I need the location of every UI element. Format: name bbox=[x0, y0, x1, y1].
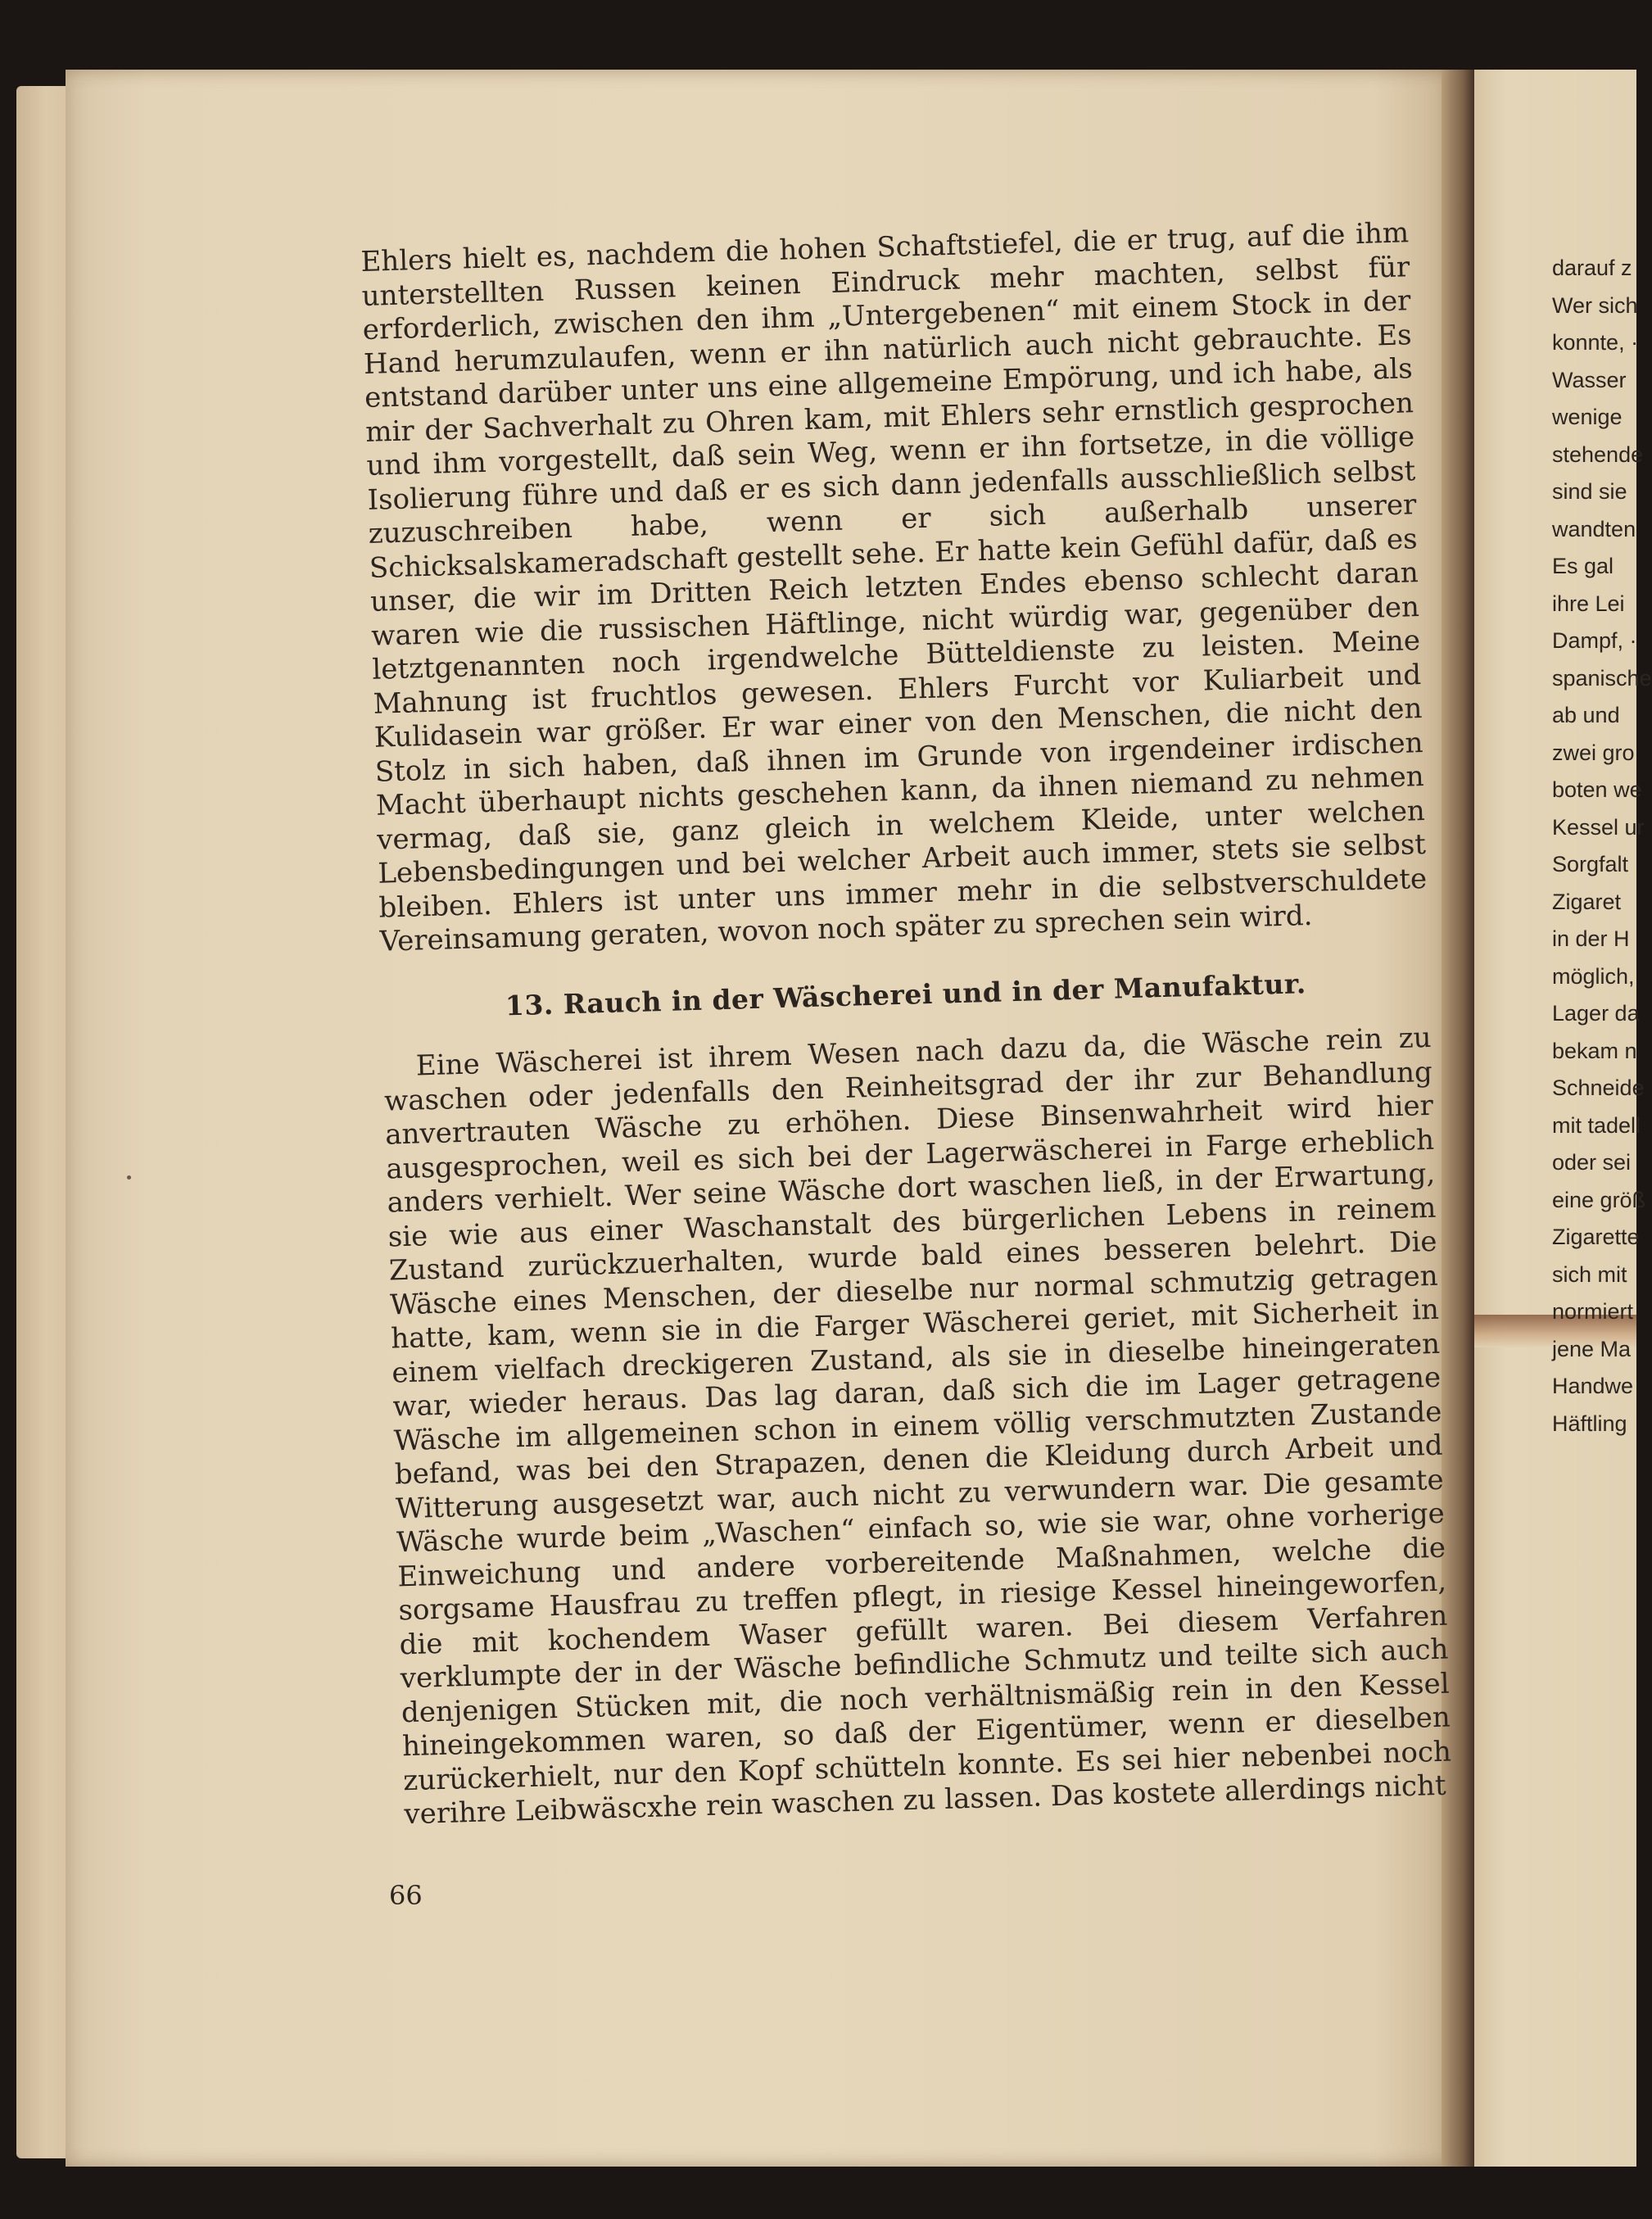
right-page-line: Wasser bbox=[1552, 367, 1627, 392]
right-page-line: sind sie bbox=[1552, 479, 1627, 504]
right-page-line: boten we bbox=[1552, 777, 1642, 802]
right-page-line: ihre Lei bbox=[1552, 591, 1625, 616]
right-page-line: sich mit bbox=[1552, 1261, 1627, 1287]
right-page-line: spanische bbox=[1552, 665, 1652, 691]
right-page-line: möglich, bbox=[1552, 963, 1635, 989]
right-page-line: oder sei bbox=[1552, 1150, 1632, 1175]
right-page-line: bekam n bbox=[1552, 1038, 1637, 1063]
right-page-line: Zigarette bbox=[1552, 1225, 1640, 1249]
right-page-line: jene Ma bbox=[1552, 1336, 1632, 1361]
right-page-line: wandten bbox=[1552, 516, 1636, 541]
right-page-line: normiert bbox=[1552, 1299, 1634, 1324]
right-page-text bbox=[1552, 250, 1652, 1442]
right-page-line: mit tadell bbox=[1552, 1112, 1641, 1138]
right-page-line: Kessel ur bbox=[1552, 814, 1645, 840]
right-page-line: zwei gro bbox=[1552, 740, 1635, 765]
right-page-line: Es gal bbox=[1552, 554, 1614, 578]
right-page-line: Lager da bbox=[1552, 1001, 1640, 1026]
right-page-line: in der H bbox=[1552, 926, 1630, 951]
section-heading: 13. Rauch in der Wäscherei und in der Manufaktur. bbox=[505, 967, 1307, 1021]
page-speck bbox=[127, 1175, 131, 1180]
paragraph-waescherei: Eine Wäscherei ist ihrem Wesen nach dazu da, die Wäsche rein zu waschen oder jedenfalls den Reinheitsgrad der ihr zur Behandlung anvertrauten Wäsche zu erhöhen. Diese Binsenwahrheit wird hier ausgesprochen, weil es sich bei der Lagerwäscherei in Farge erheblich anders verhielt. Wer seine Wäsche dort waschen ließ, in der Erwartung, sie wie aus einer Waschanstalt des bürgerlichen Lebens in reinem Zustand zurückzuerhalten, wurde bald eines besseren belehrt. Die Wäsche eines Menschen, der dieselbe nur normal schmutzig getragen hatte, kam, wenn sie in die Farger Wäscherei geriet, mit Sicherheit in einem vielfach dreckigeren Zustand, als sie in dieselbe hineingeraten war, wieder heraus. Das lag daran, daß sich die im Lager getragene Wäsche im allgemeinen schon in einem völlig verschmutzten Zustande befand, was bei den Strapazen, denen die Kleidung durch Arbeit und Witterung ausgesetzt war, auch nicht zu verwundern war. Die gesamte Wäsche wurde beim „Waschen“ einfach so, wie sie war, ohne vorherige Einweichung und andere vorbereitende Maßnahmen, welche die sorgsame Hausfrau zu treffen pflegt, in riesige Kessel hineingeworfen, die mit kochendem Waser gefüllt waren. Bei diesem Verfahren verklumpte der in der Wäsche befindliche Schmutz und teilte sich auch denjenigen Stücken mit, die noch verhältnismäßig rein in den Kessel hineingekommen waren, so daß der Eigentümer, wenn er dieselben zurückerhielt, nur den Kopf schütteln konnte. Es sei hier nebenbei noch verihre Leibwäscxhe rein waschen zu lassen. Das kostete allerdings nicht bbox=[383, 1021, 1452, 1832]
right-page-line: konnte, · bbox=[1552, 330, 1639, 355]
right-page-line: ab und bbox=[1552, 703, 1620, 727]
right-page-line: Schneide bbox=[1552, 1076, 1645, 1100]
right-page-line: eine größ bbox=[1552, 1187, 1646, 1212]
paragraph-ehlers: Ehlers hielt es, nachdem die hohen Schaftstiefel, die er trug, auf die ihm unterstellten Russen keinen Eindruck mehr machten, selbst für erforderlich, zwischen den ihm „Untergebenen“ mit einem Stock in der Hand herumzulaufen, wenn er ihn natürlich auch nicht gebrauchte. Es entstand darüber unter uns eine allgemeine Empörung, und ich habe, als mir der Sachverhalt zu Ohren kam, mit Ehlers sehr ernstlich gesprochen und ihm vorgestellt, daß sein Weg, wenn er ihn fortsetze, in die völlige Isolierung führe und daß er es sich dann jedenfalls ausschließlich selbst zuzuschreiben habe, wenn er sich außerhalb unserer Schicksalskameradschaft gestellt sehe. Er hatte kein Gefühl dafür, daß es unser, die wir im Dritten Reich letzten Endes ebenso schlecht daran waren wie die russischen Häftlinge, nicht würdig war, gegenüber den letztgenannten noch irgendwelche Bütteldienste zu leisten. Meine Mahnung ist fruchtlos gewesen. Ehlers Furcht vor Kuliarbeit und Kulidasein war größer. Er war einer von den Menschen, die nicht den Stolz in sich haben, daß ihnen im Grunde von irgendeiner irdischen Macht überhaupt nichts geschehen kann, da ihnen niemand zu nehmen vermag, daß sie, ganz gleich in welchem Kleide, unter welchen Lebensbedingungen und bei welcher Arbeit auch immer, stets sie selbst bleiben. Ehlers ist unter uns immer mehr in die selbstverschuldete Vereinsamung geraten, wovon noch später zu sprechen sein wird. bbox=[360, 216, 1428, 958]
right-page-line: Handwe bbox=[1552, 1374, 1634, 1398]
right-page-line: stehende bbox=[1552, 442, 1644, 467]
left-page-text bbox=[360, 216, 1453, 1832]
right-page-line: wenige bbox=[1552, 405, 1623, 429]
right-page-line: Sorgfalt bbox=[1552, 852, 1629, 876]
right-page-line: Häftling bbox=[1552, 1411, 1627, 1436]
page-number: 66 bbox=[389, 1880, 423, 1911]
right-page-line: Wer sich bbox=[1552, 292, 1638, 318]
right-page-line: darauf z bbox=[1552, 256, 1632, 280]
right-page-line: Zigaret bbox=[1552, 889, 1622, 914]
right-page-line: Dampf, · bbox=[1552, 628, 1637, 653]
